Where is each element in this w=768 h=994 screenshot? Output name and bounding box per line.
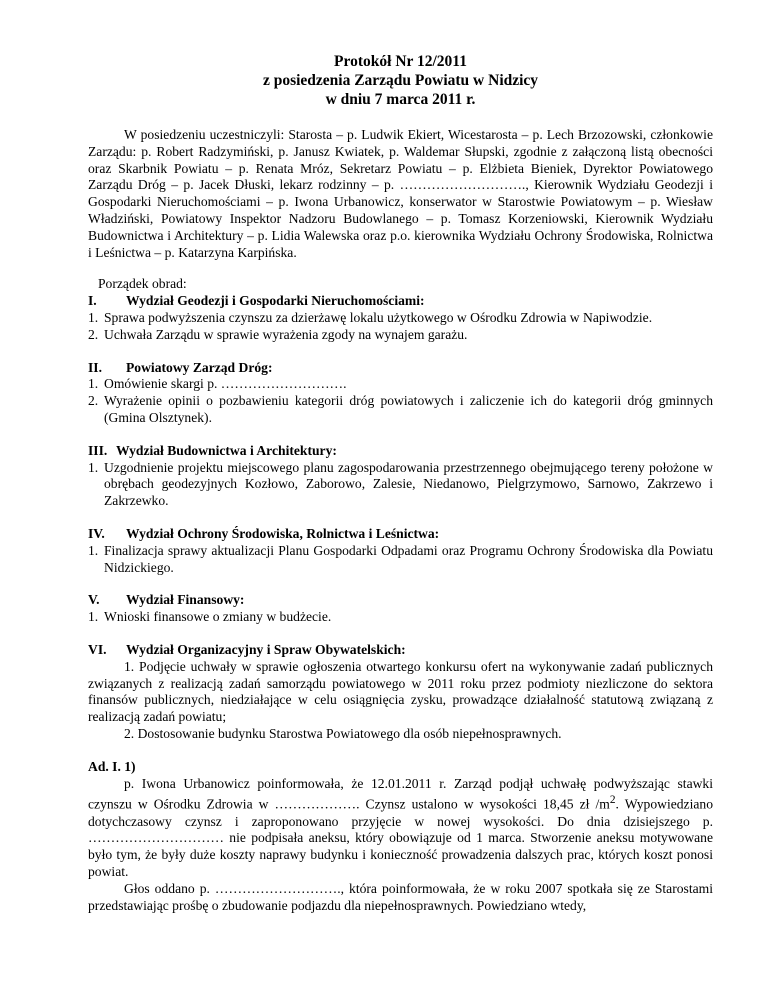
section-item	[88, 393, 713, 427]
item-number: 1.	[88, 309, 99, 325]
section-number: VI.	[88, 641, 107, 657]
ad-paragraph-1-part-2: . Wypowiedziano dotychczasowy czynsz i zaproponowano przyjęcie w nowej wysokości. Do dnia dzisiejszego p. ………………………… nie podpisała aneksu, który obowiązuje od 1 marca. Stworzenie aneksu motywowane było tym, że były duże koszty naprawy budynku i konieczność prowadzenia dalszych prac, których koszt ponosi powiat.	[88, 796, 713, 880]
ad-paragraph-1-superscript: 2	[609, 794, 616, 807]
section-title: Wydział Ochrony Środowiska, Rolnictwa i Leśnictwa:	[126, 525, 440, 541]
item-text: Finalizacja sprawy aktualizacji Planu Gospodarki Odpadami oraz Programu Ochrony Środowiska dla Powiatu Nidzickiego.	[104, 542, 713, 575]
agenda-section	[88, 526, 713, 576]
title-line-2: z posiedzenia Zarządu Powiatu w Nidzicy	[262, 72, 539, 89]
document-page	[88, 52, 713, 914]
section-number: II.	[88, 359, 102, 375]
section-heading	[88, 293, 713, 310]
agenda-section	[88, 360, 713, 427]
agenda-section	[88, 592, 713, 626]
section-heading	[88, 443, 713, 460]
agenda-section	[88, 443, 713, 510]
section-item	[88, 327, 713, 344]
item-text: Omówienie skargi p. ……………………….	[104, 376, 347, 392]
section-title: Wydział Organizacyjny i Spraw Obywatelskich:	[126, 641, 406, 657]
agenda-section	[88, 642, 713, 743]
item-text: Uzgodnienie projektu miejscowego planu zagospodarowania przestrzennego obejmującego tereny położone w obrębach geodezyjnych Kozłowo, Zaborowo, Zalesie, Niedanowo, Pielgrzymowo, Sarnowo, Zakrzewo i Zakrzewko.	[104, 459, 713, 509]
agenda-label: Porządek obrad:	[98, 276, 187, 292]
section-number: IV.	[88, 525, 105, 541]
section-heading	[88, 360, 713, 377]
attendance-paragraph: W posiedzeniu uczestniczyli: Starosta – p. Ludwik Ekiert, Wicestarosta – p. Lech Brzozowski, członkowie Zarządu: p. Robert Radzymiński, p. Janusz Kwiatek, p. Waldemar Słupski, zgodnie z załączoną listą obecności oraz Skarbnik Powiatu – p. Renata Mróz, Sekretarz Powiatu – p. Elżbieta Bieniek, Dyrektor Powiatowego Zarządu Dróg – p. Jacek Dłuski, lekarz rodzinny – p. ………………………., Kierownik Wydziału Geodezji i Gospodarki Nieruchomościami – p. Iwona Urbanowicz, konserwator w Starostwie Powiatowym – p. Wiesław Władziński, Powiatowy Inspektor Nadzoru Budowlanego – p. Tomasz Korzeniowski, Kierownik Wydziału Budownictwa i Architektury – p. Lidia Walewska oraz p.o. kierownika Wydziału Ochrony Środowiska, Rolnictwa i Leśnictwa – p. Katarzyna Karpińska.	[88, 127, 713, 260]
agenda-section	[88, 293, 713, 343]
item-number: 2.	[88, 393, 99, 409]
section-item	[88, 460, 713, 510]
item-number: 1.	[88, 609, 99, 625]
section-number: I.	[88, 293, 97, 309]
ad-paragraph-1	[88, 776, 713, 881]
ad-paragraph-2: Głos oddano p. ………………………., która poinformowała, że w roku 2007 spotkała się ze Starostami przedstawiając prośbę o zbudowanie podjazdu dla niepełnosprawnych. Powiedziano wtedy,	[88, 880, 713, 913]
section-item: 1. Podjęcie uchwały w sprawie ogłoszenia otwartego konkursu ofert na wykonywanie zadań publicznych związanych z realizacją zadań samorządu powiatowego w 2011 roku przez podmioty niezliczone do sektora finansów publicznych, niedziałające w celu osiągnięcia zysku, prowadzące działalność statutową związaną z realizacją zadań powiatu;	[88, 658, 713, 725]
item-number: 2.	[88, 326, 99, 342]
title-line-1: Protokół Nr 12/2011	[334, 53, 467, 70]
ad-heading: Ad. I. 1)	[88, 758, 136, 774]
section-title: Wydział Budownictwa i Architektury:	[116, 442, 337, 458]
item-text: Wnioski finansowe o zmiany w budżecie.	[104, 609, 332, 625]
section-item: 2. Dostosowanie budynku Starostwa Powiatowego dla osób niepełnosprawnych.	[124, 725, 562, 741]
section-item	[88, 543, 713, 577]
section-title: Wydział Finansowy:	[126, 592, 245, 608]
item-number: 1.	[88, 376, 99, 392]
section-item	[88, 376, 713, 393]
section-number: III.	[88, 442, 108, 458]
section-heading	[88, 642, 713, 659]
section-title: Powiatowy Zarząd Dróg:	[126, 359, 273, 375]
section-number: V.	[88, 592, 100, 608]
item-text: Uchwała Zarządu w sprawie wyrażenia zgody na wynajem garażu.	[104, 326, 468, 342]
ad-paragraph-1-part-1: p. Iwona Urbanowicz poinformowała, że 12.01.2011 r. Zarząd podjął uchwałę podwyższając stawki czynszu w Ośrodku Zdrowia w ………………. Czynsz ustalono w wysokości 18,45 zł /m	[88, 775, 713, 812]
section-item	[88, 609, 713, 626]
section-title: Wydział Geodezji i Gospodarki Nieruchomościami:	[126, 293, 425, 309]
item-text: Wyrażenie opinii o pozbawieniu kategorii dróg powiatowych i zaliczenie ich do kategorii dróg gminnych (Gmina Olsztynek).	[104, 393, 713, 425]
section-item	[88, 310, 713, 327]
section-heading	[88, 526, 713, 543]
item-number: 1.	[88, 542, 99, 558]
item-text: Sprawa podwyższenia czynszu za dzierżawę lokalu użytkowego w Ośrodku Zdrowia w Napiwodzie.	[104, 309, 653, 325]
title-line-3: w dniu 7 marca 2011 r.	[325, 91, 476, 108]
section-heading	[88, 592, 713, 609]
item-number: 1.	[88, 459, 99, 475]
agenda-sections	[88, 293, 713, 626]
